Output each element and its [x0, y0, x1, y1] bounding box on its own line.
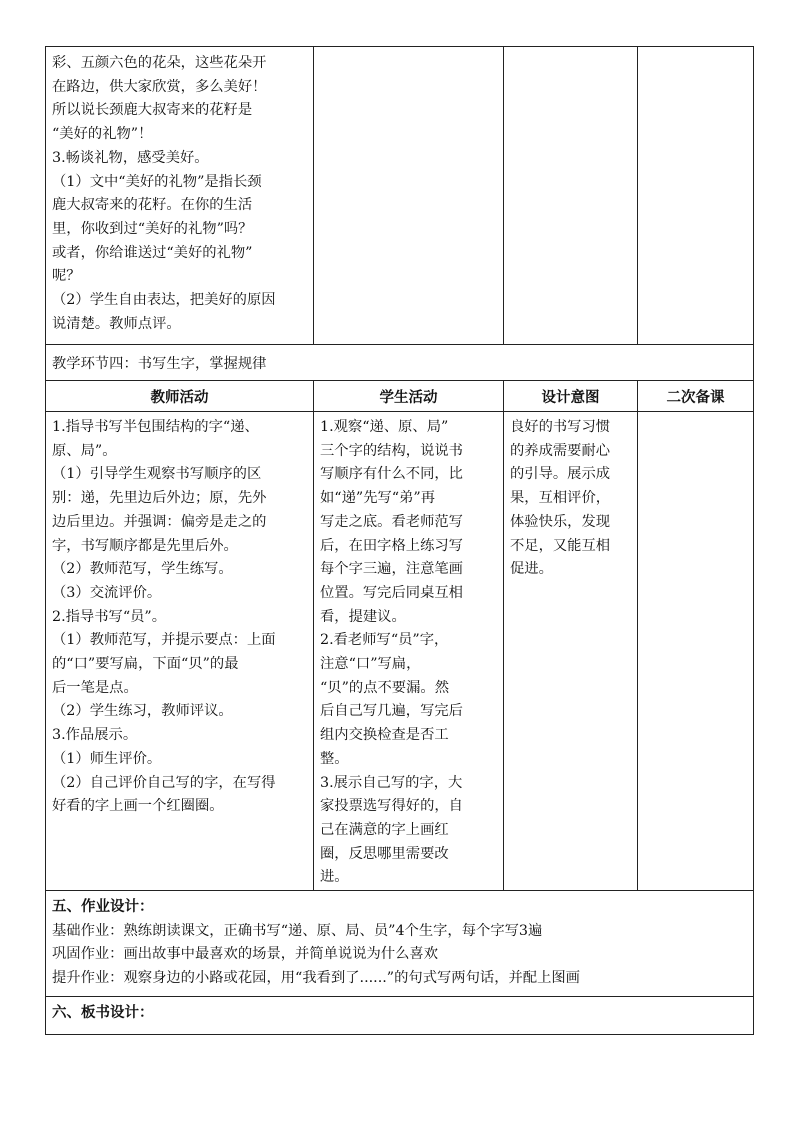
text-line: 三个字的结构，说说书	[320, 442, 463, 459]
text-line: 己在满意的字上画红	[320, 821, 449, 838]
teacher-activity-text	[52, 416, 307, 819]
text-line: 不足，又能互相	[510, 537, 611, 554]
text-line: （1）师生评价。	[52, 750, 162, 767]
text-line: 的引导。展示成	[510, 466, 611, 483]
text-line: 2.指导书写“员”。	[52, 608, 167, 625]
text-line: “贝”的点不要漏。然	[320, 679, 449, 696]
header-teacher-activity: 教师活动	[46, 381, 314, 412]
text-line: 或者，你给谁送过“美好的礼物”	[52, 244, 253, 261]
text-line: 的“口”要写扁，下面“贝”的最	[52, 656, 239, 673]
lesson-plan-page	[45, 46, 753, 1035]
text-line: 注意“口”写扁，	[320, 656, 421, 673]
board-design-cell	[46, 997, 754, 1035]
stage-four-content-row	[46, 412, 754, 891]
text-line: 提升作业：观察身边的小路或花园，用“我看到了......”的句式写两句话，并配上图画	[52, 969, 580, 986]
text-line: 说清楚。教师点评。	[52, 315, 181, 332]
teacher-activity-cell	[46, 412, 314, 891]
homework-cell	[46, 891, 754, 997]
text-line: 所以说长颈鹿大叔寄来的花籽是	[52, 102, 253, 119]
text-line: （1）文中“美好的礼物”是指长颈	[52, 173, 262, 190]
design-intent-text	[510, 416, 631, 582]
text-line: 后，在田字格上练习写	[320, 537, 463, 554]
text-line: 彩、五颜六色的花朵，这些花朵开	[52, 55, 267, 71]
text-line: 1.指导书写半包围结构的字“递、	[52, 419, 259, 435]
teacher-activity-continued-cell	[46, 47, 314, 345]
text-line: 好看的字上画一个红圈圈。	[52, 798, 224, 815]
text-line: （3）交流评价。	[52, 584, 162, 601]
student-activity-cell	[314, 412, 504, 891]
text-line: 家投票选写得好的，自	[320, 798, 463, 815]
stage-four-title: 教学环节四：书写生字，掌握规律	[46, 345, 754, 381]
homework-lines	[52, 920, 747, 991]
text-line: 里，你收到过“美好的礼物”吗？	[52, 220, 253, 237]
homework-title: 五、作业设计：	[52, 899, 154, 916]
text-line: 1.观察“递、原、局”	[320, 419, 449, 435]
text-line: 字，书写顺序都是先里后外。	[52, 537, 238, 554]
text-line: 原、局”。	[52, 442, 117, 459]
text-line: “美好的礼物”！	[52, 126, 153, 143]
board-design-row	[46, 997, 754, 1035]
text-line: 3.畅谈礼物，感受美好。	[52, 149, 209, 166]
text-line: 巩固作业：画出故事中最喜欢的场景，并简单说说为什么喜欢	[52, 946, 439, 963]
text-line: 进。	[320, 869, 349, 886]
text-line: 写顺序有什么不同，比	[320, 466, 463, 483]
stage-four-row	[46, 345, 754, 381]
text-line: 位置。写完后同桌互相	[320, 584, 463, 601]
text-line: 后自己写几遍，写完后	[320, 703, 463, 720]
text-line: 果，互相评价，	[510, 490, 611, 507]
text-line: 写走之底。看老师范写	[320, 513, 463, 530]
header-student-activity: 学生活动	[314, 381, 504, 412]
text-line: 3.展示自己写的字，大	[320, 774, 463, 791]
text-line: 圈，反思哪里需要改	[320, 845, 449, 862]
text-line: （1）引导学生观察书写顺序的区	[52, 466, 262, 483]
text-line: 良好的书写习惯	[510, 419, 611, 435]
text-line: 的养成需要耐心	[510, 442, 611, 459]
text-line: 促进。	[510, 561, 553, 578]
text-line: 边后里边。并强调：偏旁是走之的	[52, 513, 267, 530]
text-line: （1）教师范写，并提示要点：上面	[52, 632, 276, 649]
text-line: 鹿大叔寄来的花籽。在你的生活	[52, 197, 253, 214]
column-header-row	[46, 381, 754, 412]
header-design-intent: 设计意图	[504, 381, 638, 412]
text-line: 每个字三遍，注意笔画	[320, 561, 463, 578]
lesson-plan-table	[45, 46, 754, 1035]
text-line: 2.看老师写“员”字，	[320, 632, 449, 649]
text-line: 组内交换检查是否工	[320, 727, 449, 744]
continued-row	[46, 47, 754, 345]
text-line: 3.作品展示。	[52, 727, 138, 744]
text-line: （2）教师范写，学生练写。	[52, 561, 233, 578]
text-line: 别：递，先里边后外边；原，先外	[52, 490, 267, 507]
text-line: （2）学生练习，教师评议。	[52, 703, 233, 720]
header-second-prep: 二次备课	[638, 381, 754, 412]
text-line: （2）自己评价自己写的字，在写得	[52, 774, 276, 791]
homework-row	[46, 891, 754, 997]
text-line: 整。	[320, 750, 349, 767]
text-line: （2）学生自由表达，把美好的原因	[52, 292, 276, 309]
text-line: 在路边，供大家欣赏，多么美好！	[52, 78, 267, 95]
design-intent-cell	[504, 412, 638, 891]
second-prep-cell	[638, 412, 754, 891]
design-intent-continued-cell	[504, 47, 638, 345]
text-line: 看，提建议。	[320, 608, 406, 625]
second-prep-continued-cell	[638, 47, 754, 345]
student-activity-text	[320, 416, 497, 890]
teacher-activity-continued-text	[52, 52, 307, 336]
text-line: 呢？	[52, 268, 81, 285]
text-line: 如“递”先写“弟”再	[320, 490, 436, 507]
student-activity-continued-cell	[314, 47, 504, 345]
text-line: 基础作业：熟练朗读课文，正确书写“递、原、局、员”4个生字，每个字写3遍	[52, 922, 543, 939]
board-design-title: 六、板书设计：	[52, 1005, 154, 1022]
text-line: 体验快乐，发现	[510, 513, 611, 530]
text-line: 后一笔是点。	[52, 679, 138, 696]
